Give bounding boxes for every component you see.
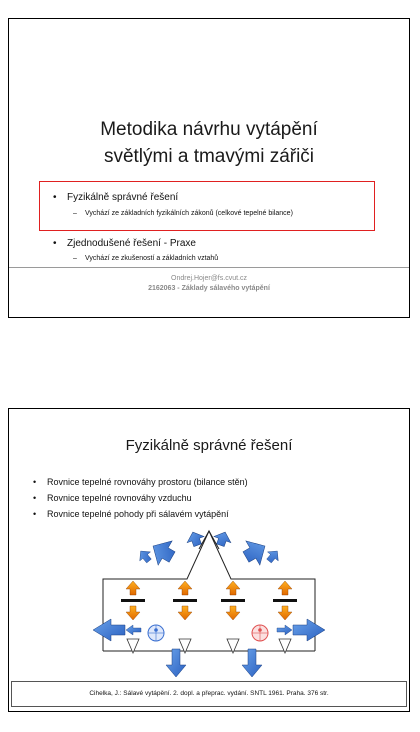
bullet-text: Zjednodušené řešení - Praxe xyxy=(67,238,196,249)
bullet-item: • Rovnice tepelné pohody při sálavém vytápění xyxy=(33,509,229,519)
bullet-text: Fyzikálně správné řešení xyxy=(67,192,179,203)
heat-flow-arrow-icon xyxy=(264,547,283,566)
bullet-text: Rovnice tepelné rovnováhy prostoru (bilance stěn) xyxy=(47,477,248,487)
slide-2 xyxy=(8,408,410,712)
slide1-title-line1: Metodika návrhu vytápění xyxy=(100,119,318,140)
heat-flow-arrow-icon xyxy=(166,649,262,677)
footer-course: 2162063 - Základy sálavého vytápění xyxy=(148,285,270,292)
footer-email: Ondrej.Hojer@fs.cvut.cz xyxy=(171,275,247,282)
sub-bullet-item: – Vychází ze základních fyzikálních zákonů (celkové tepelné bilance) xyxy=(73,210,293,217)
sub-bullet-text: Vychází ze základních fyzikálních zákonů (celkové tepelné bilance) xyxy=(85,210,293,217)
heat-flow-arrow-icon xyxy=(239,534,272,569)
bullet-item: • Fyzikálně správné řešení xyxy=(53,192,179,203)
heat-flow-arrow-icon xyxy=(146,534,179,569)
radiation-arrow-icon xyxy=(126,581,292,595)
radiation-arrow-icon xyxy=(126,606,292,620)
slide2-title: Fyzikálně správné řešení xyxy=(125,437,293,454)
sub-bullet-text: Vychází ze zkušeností a základních vztahů xyxy=(85,255,219,262)
bullet-item: • Zjednodušené řešení - Praxe xyxy=(53,238,196,249)
heat-flow-arrow-icon xyxy=(135,547,154,566)
bullet-text: Rovnice tepelné rovnováhy vzduchu xyxy=(47,493,192,503)
heat-balance-diagram xyxy=(9,529,409,679)
highlight-box xyxy=(39,181,375,231)
bullet-text: Rovnice tepelné pohody při sálavém vytápění xyxy=(47,509,229,519)
person-icon xyxy=(148,625,164,641)
slide1-footer xyxy=(9,267,409,294)
sub-bullet-item: – Vychází ze zkušeností a základních vztahů xyxy=(73,255,219,262)
bullet-item: • Rovnice tepelné rovnováhy vzduchu xyxy=(33,493,192,503)
slide1-title xyxy=(9,116,409,170)
person-icon xyxy=(252,625,268,641)
slide-1 xyxy=(8,18,410,318)
radiant-heater-icon xyxy=(121,599,297,602)
slide1-title-line2: světlými a tmavými zářiči xyxy=(103,146,315,167)
citation-footer: Cihelka, J.: Sálavé vytápění. 2. dopl. a přeprac. vydání. SNTL 1961. Praha. 376 str. xyxy=(11,681,407,707)
bullet-item: • Rovnice tepelné rovnováhy prostoru (bilance stěn) xyxy=(33,477,248,487)
